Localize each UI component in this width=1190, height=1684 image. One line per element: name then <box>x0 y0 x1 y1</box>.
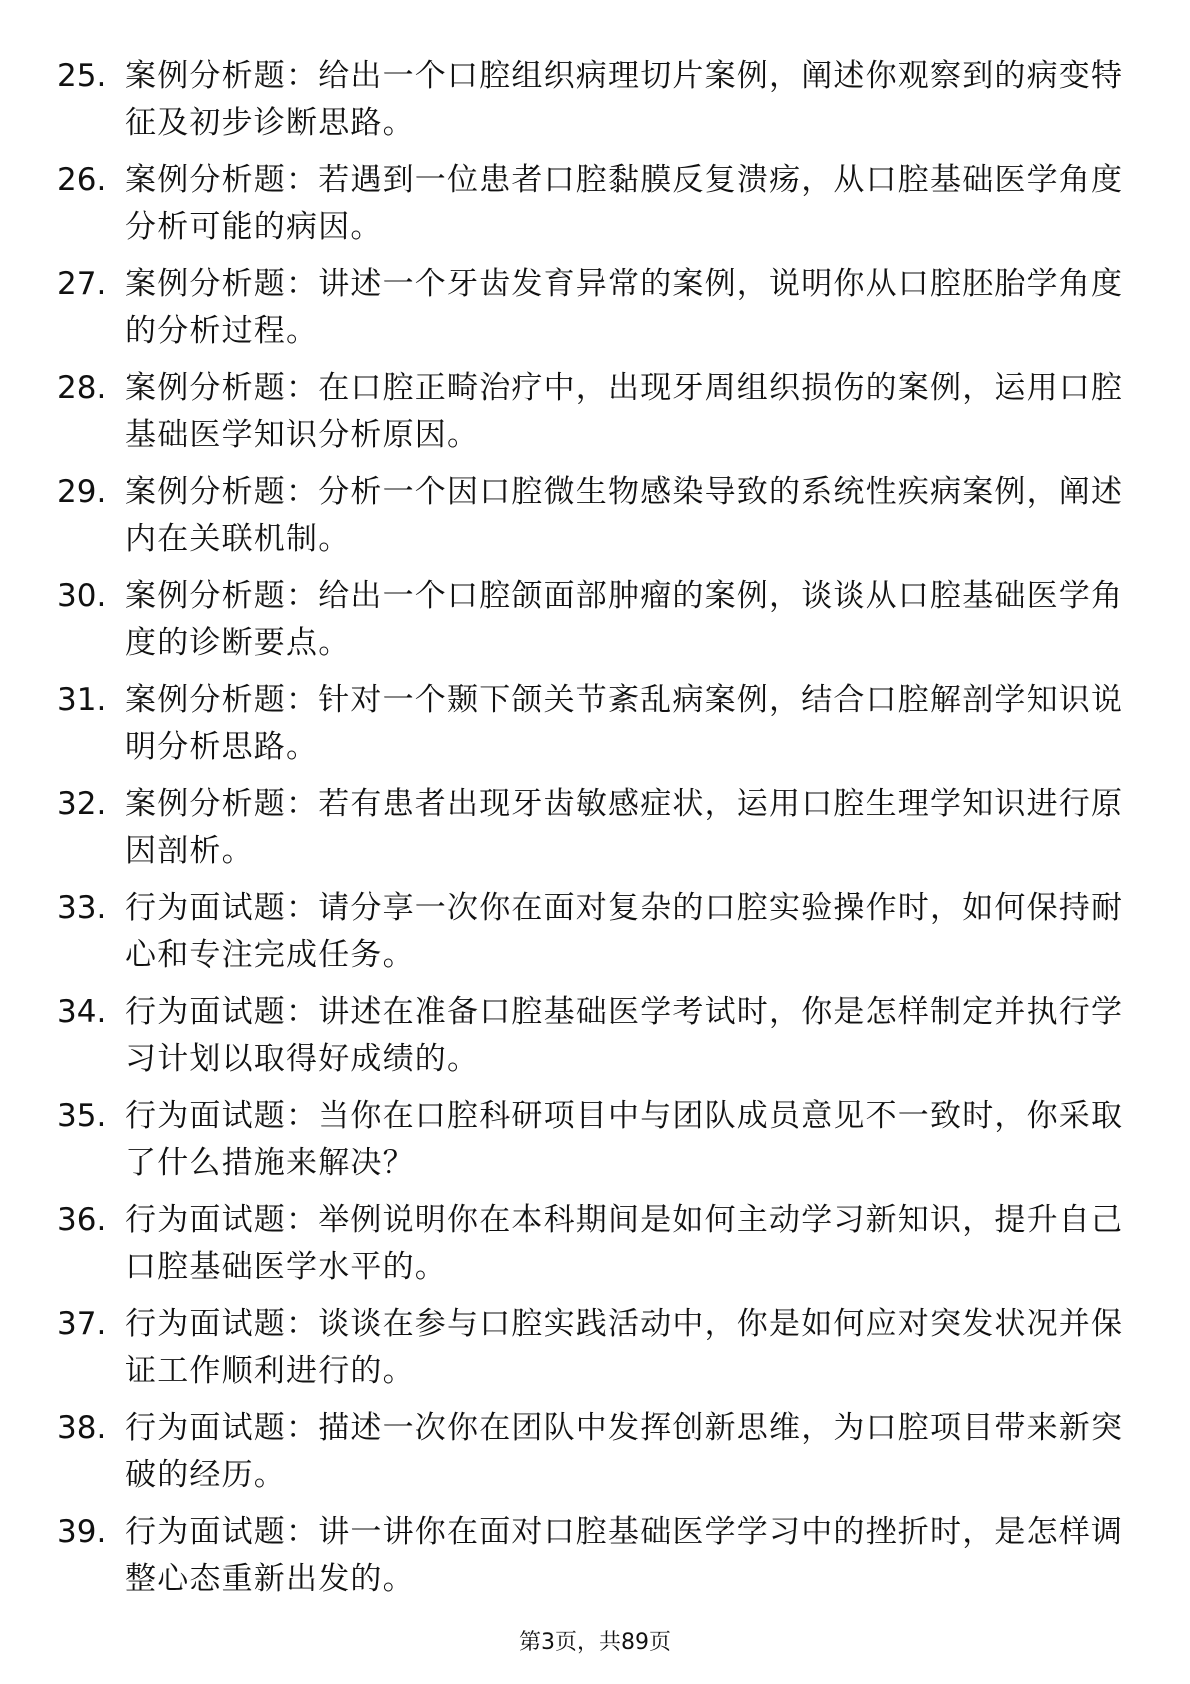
question-number: 37. <box>57 1306 107 1342</box>
question-text: 案例分析题：给出一个口腔颌面部肿瘤的案例，谈谈从口腔基础医学角度的诊断要点。 <box>125 578 1124 661</box>
question-item <box>57 261 1142 365</box>
question-text: 行为面试题：当你在口腔科研项目中与团队成员意见不一致时，你采取了什么措施来解决？ <box>125 1098 1124 1181</box>
question-text: 案例分析题：讲述一个牙齿发育异常的案例，说明你从口腔胚胎学角度的分析过程。 <box>125 266 1124 349</box>
question-number: 25. <box>57 58 107 94</box>
question-number: 27. <box>57 266 107 302</box>
question-text: 案例分析题：若遇到一位患者口腔黏膜反复溃疡，从口腔基础医学角度分析可能的病因。 <box>125 162 1124 245</box>
question-item <box>57 1509 1142 1613</box>
question-item <box>57 53 1142 157</box>
question-item <box>57 573 1142 677</box>
question-item <box>57 469 1142 573</box>
question-text: 案例分析题：在口腔正畸治疗中，出现牙周组织损伤的案例，运用口腔基础医学知识分析原因。 <box>125 370 1124 453</box>
question-text: 行为面试题：请分享一次你在面对复杂的口腔实验操作时，如何保持耐心和专注完成任务。 <box>125 890 1124 973</box>
question-number: 28. <box>57 370 107 406</box>
question-text: 行为面试题：讲一讲你在面对口腔基础医学学习中的挫折时，是怎样调整心态重新出发的。 <box>125 1514 1124 1597</box>
question-text: 行为面试题：描述一次你在团队中发挥创新思维，为口腔项目带来新突破的经历。 <box>125 1410 1124 1493</box>
question-number: 26. <box>57 162 107 198</box>
question-text: 行为面试题：讲述在准备口腔基础医学考试时，你是怎样制定并执行学习计划以取得好成绩的。 <box>125 994 1124 1077</box>
question-text: 行为面试题：谈谈在参与口腔实践活动中，你是如何应对突发状况并保证工作顺利进行的。 <box>125 1306 1124 1389</box>
question-item <box>57 1197 1142 1301</box>
question-number: 32. <box>57 786 107 822</box>
question-item <box>57 157 1142 261</box>
question-text: 案例分析题：针对一个颞下颌关节紊乱病案例，结合口腔解剖学知识说明分析思路。 <box>125 682 1124 765</box>
question-list <box>57 53 1142 1613</box>
question-item <box>57 1093 1142 1197</box>
question-text: 案例分析题：分析一个因口腔微生物感染导致的系统性疾病案例，阐述内在关联机制。 <box>125 474 1124 557</box>
question-text: 案例分析题：给出一个口腔组织病理切片案例，阐述你观察到的病变特征及初步诊断思路。 <box>125 58 1124 141</box>
question-number: 39. <box>57 1514 107 1550</box>
question-item <box>57 677 1142 781</box>
question-number: 30. <box>57 578 107 614</box>
question-text: 行为面试题：举例说明你在本科期间是如何主动学习新知识，提升自己口腔基础医学水平的。 <box>125 1202 1124 1285</box>
question-number: 36. <box>57 1202 107 1238</box>
question-text: 案例分析题：若有患者出现牙齿敏感症状，运用口腔生理学知识进行原因剖析。 <box>125 786 1124 869</box>
question-number: 38. <box>57 1410 107 1446</box>
question-number: 29. <box>57 474 107 510</box>
question-item <box>57 989 1142 1093</box>
question-item <box>57 885 1142 989</box>
question-item <box>57 1301 1142 1405</box>
question-number: 33. <box>57 890 107 926</box>
page-number-footer: 第3页，共89页 <box>519 1630 671 1655</box>
question-number: 35. <box>57 1098 107 1134</box>
question-item <box>57 1405 1142 1509</box>
question-item <box>57 781 1142 885</box>
question-item <box>57 365 1142 469</box>
question-number: 31. <box>57 682 107 718</box>
question-number: 34. <box>57 994 107 1030</box>
